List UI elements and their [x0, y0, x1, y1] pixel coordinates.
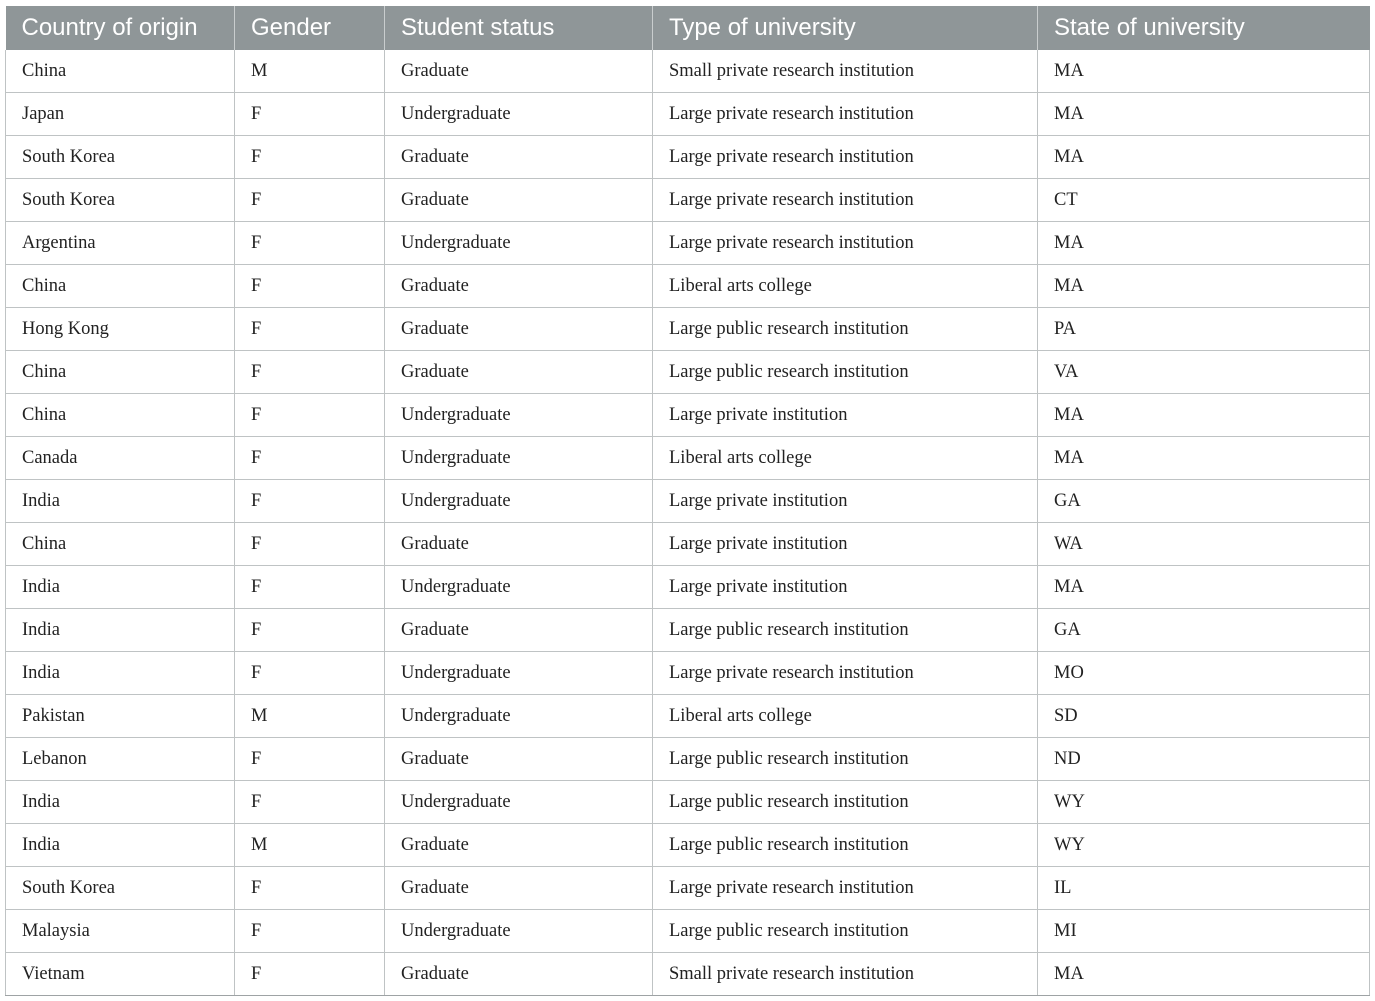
- table-row: [6, 308, 1370, 351]
- cell-student-status: Undergraduate: [385, 566, 653, 609]
- cell-gender: F: [235, 265, 385, 308]
- cell-student-status: Graduate: [385, 953, 653, 996]
- table-row: [6, 781, 1370, 824]
- cell-gender: F: [235, 867, 385, 910]
- cell-country: Lebanon: [6, 738, 235, 781]
- cell-student-status: Undergraduate: [385, 480, 653, 523]
- column-header-gender: Gender: [235, 6, 385, 50]
- cell-university-state: MA: [1038, 136, 1370, 179]
- cell-country: Japan: [6, 93, 235, 136]
- cell-gender: F: [235, 308, 385, 351]
- cell-gender: F: [235, 781, 385, 824]
- cell-university-type: Large private research institution: [653, 136, 1038, 179]
- cell-gender: F: [235, 953, 385, 996]
- cell-university-state: MA: [1038, 93, 1370, 136]
- table-row: [6, 867, 1370, 910]
- cell-country: Canada: [6, 437, 235, 480]
- cell-university-type: Large private institution: [653, 566, 1038, 609]
- table-row: [6, 351, 1370, 394]
- table-row: [6, 50, 1370, 93]
- table-row: [6, 738, 1370, 781]
- cell-gender: F: [235, 351, 385, 394]
- cell-gender: F: [235, 437, 385, 480]
- cell-university-state: IL: [1038, 867, 1370, 910]
- cell-university-state: GA: [1038, 609, 1370, 652]
- cell-university-type: Large public research institution: [653, 781, 1038, 824]
- cell-student-status: Graduate: [385, 824, 653, 867]
- cell-university-type: Large private research institution: [653, 179, 1038, 222]
- cell-student-status: Undergraduate: [385, 93, 653, 136]
- cell-gender: M: [235, 50, 385, 93]
- table-body: [6, 50, 1370, 996]
- table-header: [6, 6, 1370, 50]
- cell-gender: F: [235, 910, 385, 953]
- cell-country: India: [6, 824, 235, 867]
- cell-university-type: Large public research institution: [653, 910, 1038, 953]
- table-row: [6, 265, 1370, 308]
- cell-country: India: [6, 566, 235, 609]
- cell-gender: M: [235, 824, 385, 867]
- column-header-student-status: Student status: [385, 6, 653, 50]
- cell-university-state: PA: [1038, 308, 1370, 351]
- cell-student-status: Undergraduate: [385, 394, 653, 437]
- cell-university-type: Large private institution: [653, 480, 1038, 523]
- table-row: [6, 824, 1370, 867]
- cell-student-status: Undergraduate: [385, 652, 653, 695]
- cell-university-type: Large private research institution: [653, 652, 1038, 695]
- column-header-university-state: State of university: [1038, 6, 1370, 50]
- cell-country: Argentina: [6, 222, 235, 265]
- cell-student-status: Graduate: [385, 179, 653, 222]
- cell-country: China: [6, 351, 235, 394]
- cell-country: India: [6, 609, 235, 652]
- cell-university-state: SD: [1038, 695, 1370, 738]
- participants-table: [5, 6, 1370, 996]
- cell-student-status: Graduate: [385, 523, 653, 566]
- table-row: [6, 566, 1370, 609]
- cell-country: India: [6, 480, 235, 523]
- cell-country: India: [6, 781, 235, 824]
- cell-university-type: Large private research institution: [653, 93, 1038, 136]
- cell-university-state: CT: [1038, 179, 1370, 222]
- cell-university-state: MA: [1038, 265, 1370, 308]
- cell-university-state: MA: [1038, 953, 1370, 996]
- cell-university-type: Liberal arts college: [653, 265, 1038, 308]
- cell-university-state: MO: [1038, 652, 1370, 695]
- cell-university-type: Large private institution: [653, 523, 1038, 566]
- table-row: [6, 523, 1370, 566]
- cell-university-type: Large public research institution: [653, 738, 1038, 781]
- cell-student-status: Undergraduate: [385, 695, 653, 738]
- cell-gender: F: [235, 652, 385, 695]
- cell-university-state: MA: [1038, 222, 1370, 265]
- cell-university-state: MA: [1038, 394, 1370, 437]
- cell-country: South Korea: [6, 136, 235, 179]
- cell-university-state: GA: [1038, 480, 1370, 523]
- cell-student-status: Graduate: [385, 609, 653, 652]
- cell-university-type: Small private research institution: [653, 50, 1038, 93]
- cell-university-type: Small private research institution: [653, 953, 1038, 996]
- cell-student-status: Graduate: [385, 867, 653, 910]
- cell-gender: F: [235, 136, 385, 179]
- cell-student-status: Undergraduate: [385, 222, 653, 265]
- cell-country: Malaysia: [6, 910, 235, 953]
- table-row: [6, 953, 1370, 996]
- cell-gender: F: [235, 394, 385, 437]
- cell-university-state: WY: [1038, 781, 1370, 824]
- cell-student-status: Graduate: [385, 50, 653, 93]
- cell-country: China: [6, 50, 235, 93]
- cell-university-state: WA: [1038, 523, 1370, 566]
- table-row: [6, 652, 1370, 695]
- table-row: [6, 93, 1370, 136]
- cell-student-status: Undergraduate: [385, 437, 653, 480]
- participants-table-container: [5, 6, 1369, 996]
- cell-university-type: Large private research institution: [653, 867, 1038, 910]
- cell-student-status: Graduate: [385, 265, 653, 308]
- cell-gender: F: [235, 523, 385, 566]
- cell-country: Pakistan: [6, 695, 235, 738]
- cell-university-type: Liberal arts college: [653, 437, 1038, 480]
- cell-university-type: Large public research institution: [653, 609, 1038, 652]
- cell-university-state: MA: [1038, 437, 1370, 480]
- cell-university-type: Large public research institution: [653, 824, 1038, 867]
- cell-student-status: Graduate: [385, 136, 653, 179]
- cell-university-type: Large public research institution: [653, 351, 1038, 394]
- cell-university-state: VA: [1038, 351, 1370, 394]
- cell-country: Hong Kong: [6, 308, 235, 351]
- cell-student-status: Undergraduate: [385, 781, 653, 824]
- column-header-country: Country of origin: [6, 6, 235, 50]
- cell-gender: F: [235, 738, 385, 781]
- cell-country: China: [6, 523, 235, 566]
- cell-gender: F: [235, 93, 385, 136]
- cell-university-type: Large private institution: [653, 394, 1038, 437]
- table-row: [6, 179, 1370, 222]
- table-row: [6, 480, 1370, 523]
- cell-student-status: Undergraduate: [385, 910, 653, 953]
- cell-gender: F: [235, 566, 385, 609]
- cell-university-state: MA: [1038, 50, 1370, 93]
- cell-university-state: ND: [1038, 738, 1370, 781]
- cell-country: Vietnam: [6, 953, 235, 996]
- table-row: [6, 222, 1370, 265]
- cell-university-state: MI: [1038, 910, 1370, 953]
- cell-country: South Korea: [6, 867, 235, 910]
- table-row: [6, 609, 1370, 652]
- table-row: [6, 437, 1370, 480]
- cell-student-status: Graduate: [385, 308, 653, 351]
- table-row: [6, 695, 1370, 738]
- cell-gender: F: [235, 222, 385, 265]
- table-row: [6, 394, 1370, 437]
- cell-country: India: [6, 652, 235, 695]
- cell-country: China: [6, 265, 235, 308]
- column-header-university-type: Type of university: [653, 6, 1038, 50]
- cell-university-state: WY: [1038, 824, 1370, 867]
- cell-gender: F: [235, 480, 385, 523]
- cell-university-state: MA: [1038, 566, 1370, 609]
- cell-university-type: Liberal arts college: [653, 695, 1038, 738]
- cell-gender: M: [235, 695, 385, 738]
- cell-gender: F: [235, 609, 385, 652]
- cell-country: South Korea: [6, 179, 235, 222]
- cell-student-status: Graduate: [385, 738, 653, 781]
- cell-student-status: Graduate: [385, 351, 653, 394]
- cell-country: China: [6, 394, 235, 437]
- table-row: [6, 136, 1370, 179]
- table-row: [6, 910, 1370, 953]
- cell-university-type: Large private research institution: [653, 222, 1038, 265]
- cell-university-type: Large public research institution: [653, 308, 1038, 351]
- header-row: [6, 6, 1370, 50]
- cell-gender: F: [235, 179, 385, 222]
